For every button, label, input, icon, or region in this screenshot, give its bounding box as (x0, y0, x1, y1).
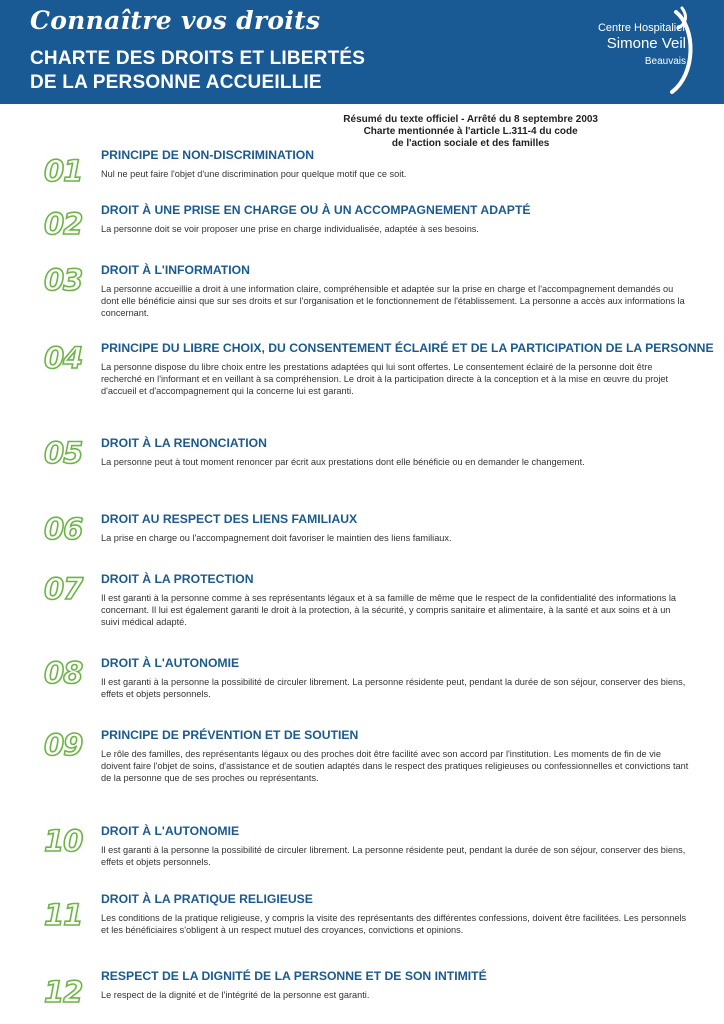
item-number: 09 (44, 728, 83, 762)
item-text: Il est garanti à la personne comme à ses représentants légaux et à sa famille de même que le respect de la confidentialité des informations la concernant. Il lui est également garanti le droit à la protection, à la sécurité, y compris sanitaire et alimentaire, à la santé et aux soins et à un suivi médical adapté. (101, 593, 677, 627)
logo-line3: Beauvais (644, 56, 686, 67)
item-title: DROIT À LA RENONCIATION (101, 436, 267, 450)
summary-line1: Résumé du texte officiel - Arrêté du 8 septembre 2003 (343, 114, 598, 125)
item-text: La personne doit se voir proposer une prise en charge individualisée, adaptée à ses besoins. (101, 224, 479, 234)
item-title: DROIT À L'AUTONOMIE (101, 824, 240, 838)
summary-note (343, 114, 598, 150)
item-title: DROIT À L'AUTONOMIE (101, 656, 240, 670)
item-text: Nul ne peut faire l'objet d'une discrimination pour quelque motif que ce soit. (101, 169, 407, 179)
item-number: 03 (44, 263, 83, 297)
item-number: 05 (44, 436, 83, 470)
item-text: Les conditions de la pratique religieuse, y compris la visite des représentants des différentes confessions, doivent être facilitées. Les personnels et les bénéficiaires s'obligent à un respect mutuel des croyances, convictions et opinions. (101, 913, 687, 935)
script-title: Connaître vos droits (30, 6, 321, 35)
item-text: La personne dispose du libre choix entre les prestations adaptées qui lui sont offertes. Le consentement éclairé de la personne doit être recherché en l'informant et en veillant à sa compréhension. Le droit à la participation directe à la conception et à la mise en œuvre du projet d'accueil et d'accompagnement qui la concerne lui est garanti. (101, 362, 669, 396)
item-title: DROIT À UNE PRISE EN CHARGE OU À UN ACCOMPAGNEMENT ADAPTÉ (101, 203, 531, 217)
item-text: Il est garanti à la personne la possibilité de circuler librement. La personne résidente peut, pendant la durée de son séjour, conserver des biens, effets et objets personnels. (101, 677, 686, 699)
page-title-line1: CHARTE DES DROITS ET LIBERTÉS (30, 48, 366, 69)
item-number: 07 (44, 572, 83, 606)
logo-line1: Centre Hospitalier (597, 22, 686, 34)
item-title: PRINCIPE DE NON-DISCRIMINATION (101, 148, 315, 162)
summary-line2: Charte mentionnée à l'article L.311-4 du code (363, 126, 578, 137)
item-number: 06 (44, 512, 83, 546)
item-number: 02 (44, 207, 83, 241)
item-number: 10 (44, 824, 83, 858)
item-number: 04 (44, 341, 83, 375)
page-title-line2: DE LA PERSONNE ACCUEILLIE (30, 72, 322, 93)
item-number: 11 (44, 898, 83, 932)
summary-line3: de l'action sociale et des familles (391, 138, 550, 149)
item-title: PRINCIPE DU LIBRE CHOIX, DU CONSENTEMENT ÉCLAIRÉ ET DE LA PARTICIPATION DE LA PERSONNE (101, 341, 714, 355)
item-title: PRINCIPE DE PRÉVENTION ET DE SOUTIEN (101, 728, 359, 742)
item-text: Le rôle des familles, des représentants légaux ou des proches doit être facilité avec son accord par l'institution. Les moments de fin de vie doivent faire l'objet de soins, d'assistance et de soutien adaptés dans le respect des pratiques religieuses ou confessionnelles et convictions tant de la personne que de ses proches ou représentants. (101, 749, 689, 783)
item-title: DROIT À LA PROTECTION (101, 572, 254, 586)
item-number: 08 (44, 656, 83, 690)
item-title: RESPECT DE LA DIGNITÉ DE LA PERSONNE ET DE SON INTIMITÉ (101, 969, 487, 983)
item-text: La personne accueillie a droit à une information claire, compréhensible et adaptée sur la prise en charge et l'accompagnement demandés ou dont elle bénéficie ainsi que sur ses droits et sur l'organisation et le fonctionnement de l'établissement. La personne a accès aux informations la concernant. (101, 284, 685, 318)
item-title: DROIT À L'INFORMATION (101, 263, 250, 277)
hospital-logo-icon (578, 6, 698, 98)
header-banner (0, 0, 724, 104)
logo-line2: Simone Veil (606, 35, 686, 52)
item-text: La personne peut à tout moment renoncer par écrit aux prestations dont elle bénéficie ou en demander le changement. (101, 457, 585, 467)
item-text: Le respect de la dignité et de l'intégrité de la personne est garanti. (101, 990, 370, 1000)
item-text: Il est garanti à la personne la possibilité de circuler librement. La personne résidente peut, pendant la durée de son séjour, conserver des biens, effets et objets personnels. (101, 845, 686, 867)
item-number: 01 (44, 154, 83, 188)
item-text: La prise en charge ou l'accompagnement doit favoriser le maintien des liens familiaux. (101, 533, 452, 543)
item-title: DROIT AU RESPECT DES LIENS FAMILIAUX (101, 512, 358, 526)
item-title: DROIT À LA PRATIQUE RELIGIEUSE (101, 892, 313, 906)
item-number: 12 (44, 975, 83, 1009)
